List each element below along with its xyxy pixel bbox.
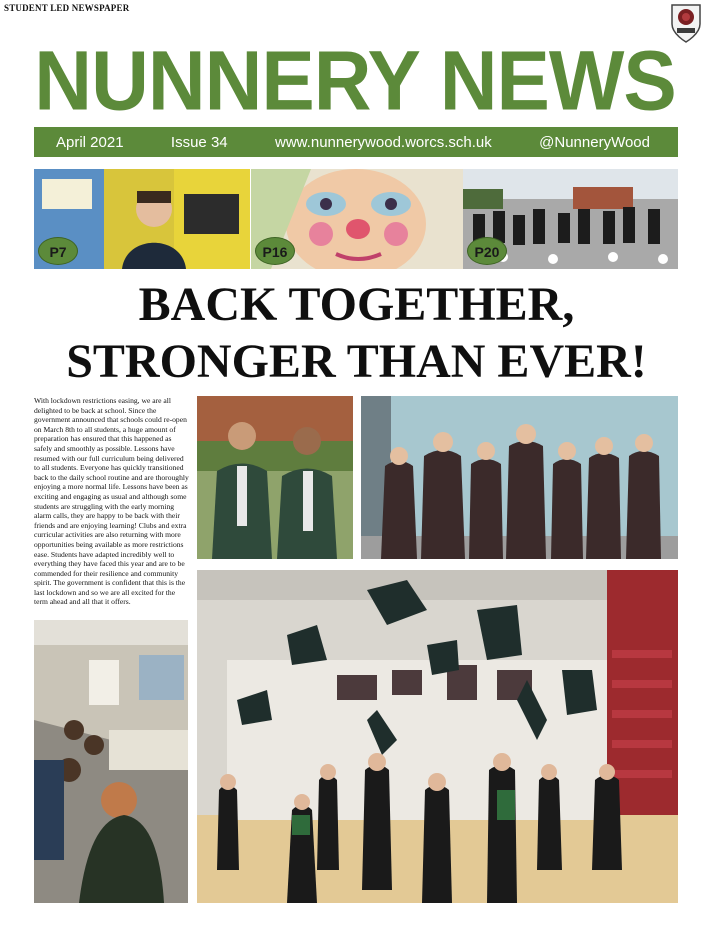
teaser-p16[interactable] [251,169,463,269]
headline-line-2: STRONGER THAN EVER! [66,335,647,388]
teaser-p20[interactable] [463,169,678,269]
teaser-p16-badge: P16 [255,237,295,265]
teaser-p20-badge: P20 [467,237,507,265]
teaser-p7[interactable] [34,169,250,269]
info-bar [34,127,678,157]
twitter-handle[interactable]: @NunneryWood [539,133,650,151]
masthead-title: NUNNERY NEWS [34,33,676,128]
main-headline [20,276,693,390]
kicker-label: STUDENT LED NEWSPAPER [4,3,130,13]
website-link[interactable]: www.nunnerywood.worcs.sch.uk [275,133,492,151]
photo-two-students [197,396,353,559]
issue-number: Issue 34 [170,133,228,151]
photo-group-students [361,396,678,559]
issue-date: April 2021 [56,133,124,151]
article-body: With lockdown restrictions easing, we are all delighted to be back at school. Since the government announced that schools could re-open on March 8th to all students, a huge amount of preparation has ensured that this happened as safely and smoothly as possible. Lessons have resumed with our full curriculum being delivered to all students. Everyone has quickly transitioned back to the daily school routine and are thoroughly enjoying a more normal life. Lessons have been as exciting and engaging as usual and although some students are struggling with the early morning alarm calls, they are happy to be back with their friends and are enjoying learning! Clubs and extra curricular activities are also returning with more opportunities being available as more restrictions ease. Students have adapted incredibly well to everything they have faced this year and are to be commended for their resilience and community spirit. The government is confident that this is the last lockdown and so we are all excited for the term ahead and all that it offers. [34,396,189,607]
headline-line-1: BACK TOGETHER, [138,278,575,331]
photo-classroom [34,620,188,903]
photo-hat-throw [197,570,678,903]
teaser-p7-badge: P7 [38,237,78,265]
